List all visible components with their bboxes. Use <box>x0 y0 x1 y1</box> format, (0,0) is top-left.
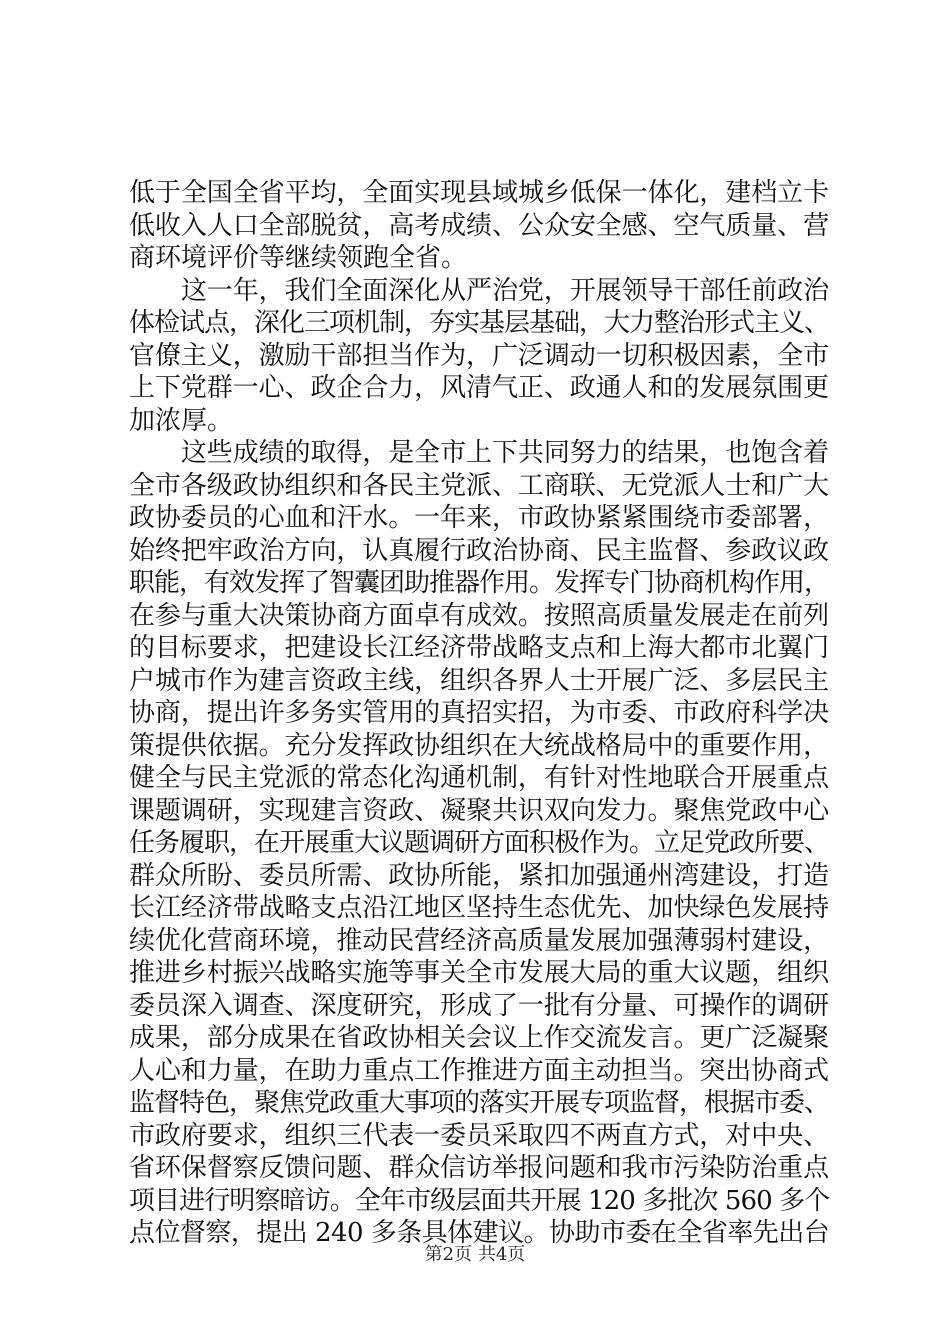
text-line: 职能，有效发挥了智囊团助推器作用。发挥专门协商机构作用， <box>129 568 830 598</box>
page-number-footer: 第2页 共4页 <box>424 1244 526 1265</box>
text-line: 长江经济带战略支点沿江地区坚持生态优先、加快绿色发展持 <box>129 893 830 923</box>
text-line: 体检试点，深化三项机制，夯实基层基础，大力整治形式主义、 <box>129 308 830 338</box>
text-line: 人心和力量，在助力重点工作推进方面主动担当。突出协商式 <box>129 1055 830 1086</box>
text-line: 省环保督察反馈问题、群众信访举报问题和我市污染防治重点 <box>129 1153 830 1183</box>
text-line: 策提供依据。充分发挥政协组织在大统战格局中的重要作用， <box>129 730 830 761</box>
text-line: 商环境评价等继续领跑全省。 <box>129 243 468 273</box>
text-line: 课题调研，实现建言资政、凝聚共识双向发力。聚焦党政中心 <box>129 795 830 826</box>
text-line: 始终把牢政治方向，认真履行政治协商、民主监督、参政议政 <box>129 535 830 566</box>
text-line: 户城市作为建言资政主线，组织各界人士开展广泛、多层民主 <box>129 665 830 696</box>
text-line: 的目标要求，把建设长江经济带战略支点和上海大都市北翼门 <box>129 633 830 663</box>
text-line: 点位督察，提出 240 多条具体建议。协助市委在全省率先出台 <box>129 1218 830 1248</box>
text-line: 低收入人口全部脱贫，高考成绩、公众安全感、空气质量、营 <box>129 210 830 241</box>
text-line: 续优化营商环境，推动民营经济高质量发展加强薄弱村建设， <box>129 925 830 956</box>
text-line: 在参与重大决策协商方面卓有成效。按照高质量发展走在前列 <box>129 600 830 631</box>
text-line: 加浓厚。 <box>129 405 234 436</box>
text-line: 监督特色，聚焦党政重大事项的落实开展专项监督，根据市委、 <box>129 1088 830 1118</box>
text-line: 群众所盼、委员所需、政协所能，紧扣加强通州湾建设，打造 <box>129 860 830 891</box>
text-line: 官僚主义，激励干部担当作为，广泛调动一切积极因素，全市 <box>129 340 830 371</box>
text-line: 成果，部分成果在省政协相关会议上作交流发言。更广泛凝聚 <box>129 1023 830 1053</box>
text-line: 任务履职，在开展重大议题调研方面积极作为。立足党政所要、 <box>129 828 830 858</box>
text-line: 推进乡村振兴战略实施等事关全市发展大局的重大议题，组织 <box>129 958 830 988</box>
document-body <box>129 177 829 1250</box>
text-line: 市政府要求，组织三代表一委员采取四不两直方式，对中央、 <box>129 1120 830 1151</box>
text-line: 委员深入调查、深度研究，形成了一批有分量、可操作的调研 <box>129 990 830 1021</box>
text-line: 低于全国全省平均，全面实现县域城乡低保一体化，建档立卡 <box>129 178 830 208</box>
text-line: 健全与民主党派的常态化沟通机制，有针对性地联合开展重点 <box>129 763 830 793</box>
text-line: 政协委员的心血和汗水。一年来，市政协紧紧围绕市委部署， <box>129 503 830 533</box>
text-line: 全市各级政协组织和各民主党派、工商联、无党派人士和广大 <box>129 470 830 501</box>
text-line: 这一年，我们全面深化从严治党，开展领导干部任前政治 <box>129 275 830 306</box>
text-line: 项目进行明察暗访。全年市级层面共开展 120 多批次 560 多个 <box>129 1185 830 1216</box>
text-line: 协商，提出许多务实管用的真招实招，为市委、市政府科学决 <box>129 698 830 728</box>
text-line: 这些成绩的取得，是全市上下共同努力的结果，也饱含着 <box>129 438 830 468</box>
text-line: 上下党群一心、政企合力，风清气正、政通人和的发展氛围更 <box>129 373 830 403</box>
